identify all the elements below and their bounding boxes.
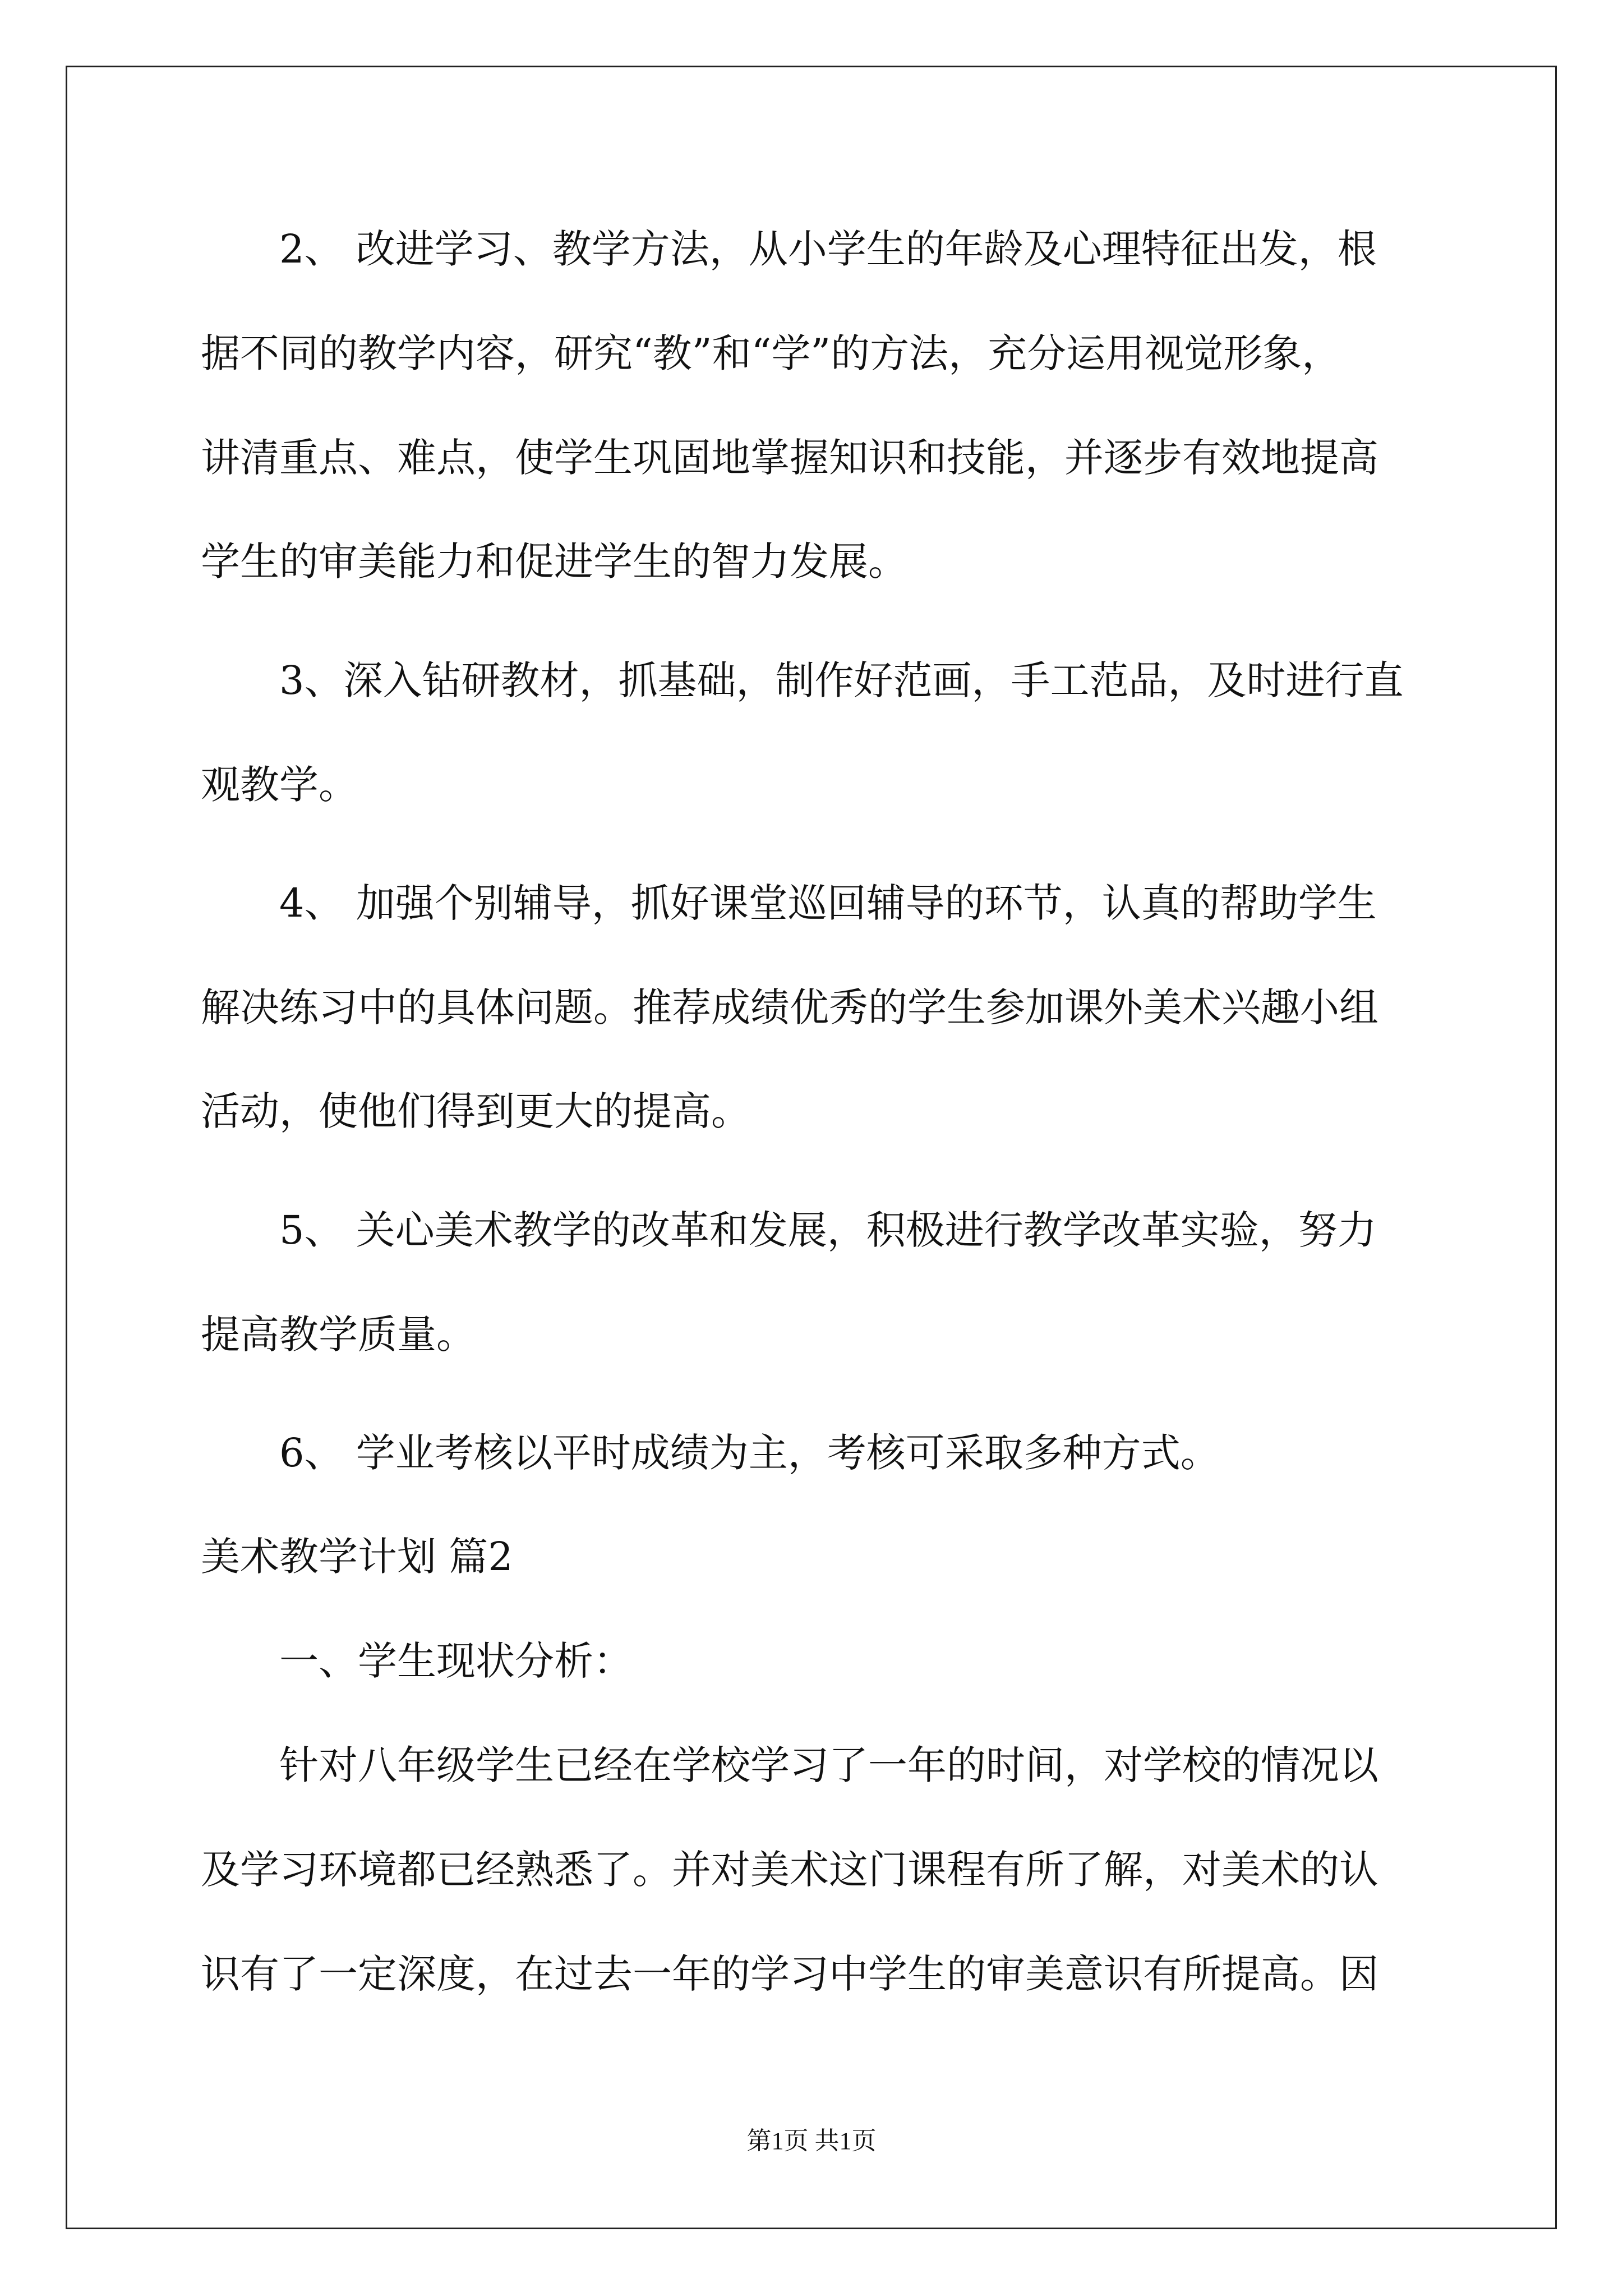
paragraph-line: 提高教学质量。 [201, 1312, 476, 1358]
paragraph-line: 讲清重点、难点，使学生巩固地掌握知识和技能，并逐步有效地提高 [201, 435, 1378, 481]
subsection-heading: 一、学生现状分析： [279, 1638, 633, 1684]
paragraph-line: 及学习环境都已经熟悉了。并对美术这门课程有所了解，对美术的认 [201, 1847, 1378, 1893]
page-border [66, 66, 1557, 2229]
paragraph-line: 识有了一定深度，在过去一年的学习中学生的审美意识有所提高。因 [201, 1951, 1378, 1997]
paragraph-line: 2、 改进学习、教学方法，从小学生的年龄及心理特征出发，根 [279, 226, 1377, 272]
paragraph-line: 6、 学业考核以平时成绩为主，考核可采取多种方式。 [279, 1430, 1220, 1476]
paragraph-line: 学生的审美能力和促进学生的智力发展。 [201, 539, 907, 585]
paragraph-line: 活动，使他们得到更大的提高。 [201, 1088, 750, 1134]
paragraph-line: 据不同的教学内容，研究“教”和“学”的方法，充分运用视觉形象， [201, 330, 1341, 376]
paragraph-line: 4、 加强个别辅导，抓好课堂巡回辅导的环节，认真的帮助学生 [279, 880, 1377, 926]
section-heading: 美术教学计划 篇2 [201, 1534, 513, 1580]
paragraph-line: 3、深入钻研教材，抓基础，制作好范画，手工范品，及时进行直 [279, 657, 1404, 703]
paragraph-line: 针对八年级学生已经在学校学习了一年的时间，对学校的情况以 [279, 1742, 1378, 1788]
paragraph-line: 观教学。 [201, 762, 358, 808]
paragraph-line: 5、 关心美术教学的改革和发展，积极进行教学改革实验，努力 [279, 1207, 1377, 1253]
page-footer: 第1页 共1页 [746, 2127, 877, 2155]
paragraph-line: 解决练习中的具体问题。推荐成绩优秀的学生参加课外美术兴趣小组 [201, 984, 1378, 1030]
